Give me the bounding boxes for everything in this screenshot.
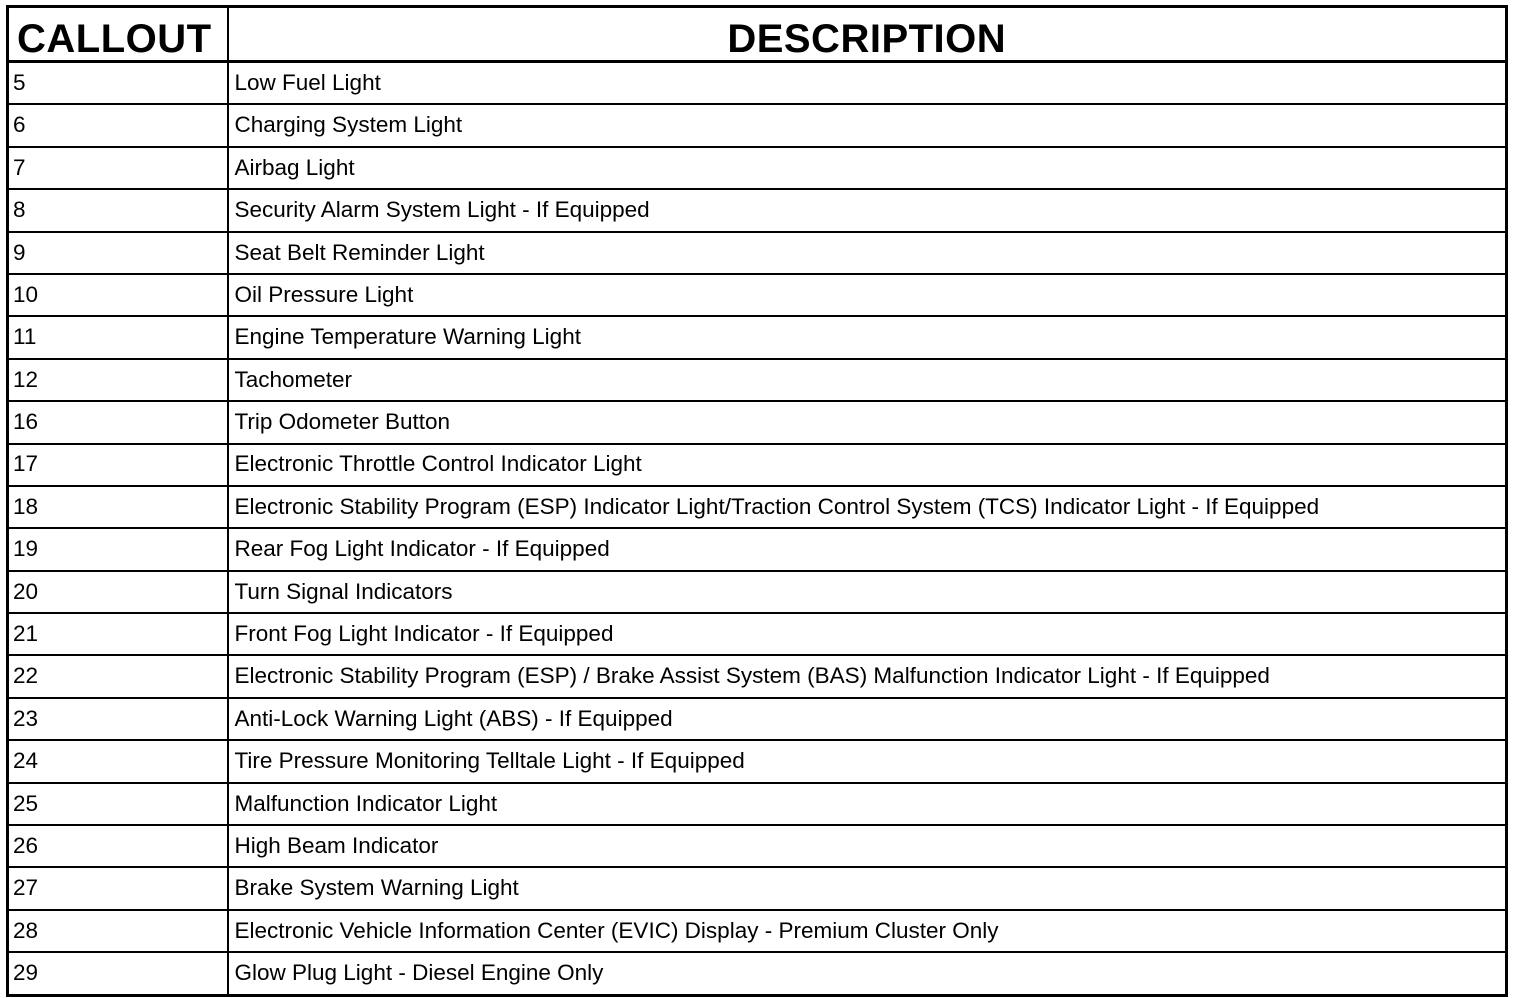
callout-number: 20 [8,571,228,613]
table-row [8,104,1507,146]
callout-number: 22 [8,655,228,697]
callout-number: 25 [8,783,228,825]
table-row [8,401,1507,443]
callout-number: 11 [8,316,228,358]
table-row [8,783,1507,825]
callout-number: 28 [8,910,228,952]
callout-number: 27 [8,867,228,909]
table-row [8,867,1507,909]
callout-description: Tachometer [228,359,1507,401]
description-column-header: DESCRIPTION [228,7,1507,62]
callout-description: Engine Temperature Warning Light [228,316,1507,358]
callout-description: Airbag Light [228,147,1507,189]
callout-description: Electronic Throttle Control Indicator Light [228,444,1507,486]
callout-description: Electronic Vehicle Information Center (EVIC) Display - Premium Cluster Only [228,910,1507,952]
callout-number: 16 [8,401,228,443]
callout-description: Electronic Stability Program (ESP) / Brake Assist System (BAS) Malfunction Indicator Light - If Equipped [228,655,1507,697]
table-row [8,655,1507,697]
table-row [8,486,1507,528]
callout-description: Trip Odometer Button [228,401,1507,443]
table-row [8,147,1507,189]
callout-description: Rear Fog Light Indicator - If Equipped [228,528,1507,570]
callout-number: 29 [8,952,228,995]
callout-number: 23 [8,698,228,740]
table-row [8,910,1507,952]
callout-number: 17 [8,444,228,486]
callout-number: 18 [8,486,228,528]
callout-number: 19 [8,528,228,570]
callout-description: Glow Plug Light - Diesel Engine Only [228,952,1507,995]
callout-number: 24 [8,740,228,782]
table-row [8,698,1507,740]
callout-number: 7 [8,147,228,189]
callout-description: Seat Belt Reminder Light [228,232,1507,274]
callout-description: Brake System Warning Light [228,867,1507,909]
callout-description: Tire Pressure Monitoring Telltale Light - If Equipped [228,740,1507,782]
callout-number: 5 [8,62,228,105]
callout-number: 8 [8,189,228,231]
table-row [8,613,1507,655]
table-row [8,189,1507,231]
callout-table [6,5,1508,997]
callout-description: Oil Pressure Light [228,274,1507,316]
callout-description: Front Fog Light Indicator - If Equipped [228,613,1507,655]
table-row [8,316,1507,358]
table-body [8,62,1507,996]
table-row [8,528,1507,570]
table-row [8,274,1507,316]
callout-description: Security Alarm System Light - If Equipped [228,189,1507,231]
table-row [8,359,1507,401]
callout-number: 26 [8,825,228,867]
table-row [8,444,1507,486]
header-row [8,7,1507,62]
callout-description: Electronic Stability Program (ESP) Indicator Light/Traction Control System (TCS) Indicator Light - If Equipped [228,486,1507,528]
table-row [8,232,1507,274]
callout-number: 9 [8,232,228,274]
table-row [8,571,1507,613]
table-row [8,740,1507,782]
table-row [8,952,1507,995]
callout-description: Turn Signal Indicators [228,571,1507,613]
callout-description: High Beam Indicator [228,825,1507,867]
callout-description: Low Fuel Light [228,62,1507,105]
callout-description: Malfunction Indicator Light [228,783,1507,825]
callout-description: Anti-Lock Warning Light (ABS) - If Equipped [228,698,1507,740]
callout-description: Charging System Light [228,104,1507,146]
table-row [8,825,1507,867]
callout-number: 10 [8,274,228,316]
table-header [8,7,1507,62]
callout-number: 21 [8,613,228,655]
callout-column-header: CALLOUT [8,7,228,62]
table-row [8,62,1507,105]
callout-number: 12 [8,359,228,401]
callout-number: 6 [8,104,228,146]
